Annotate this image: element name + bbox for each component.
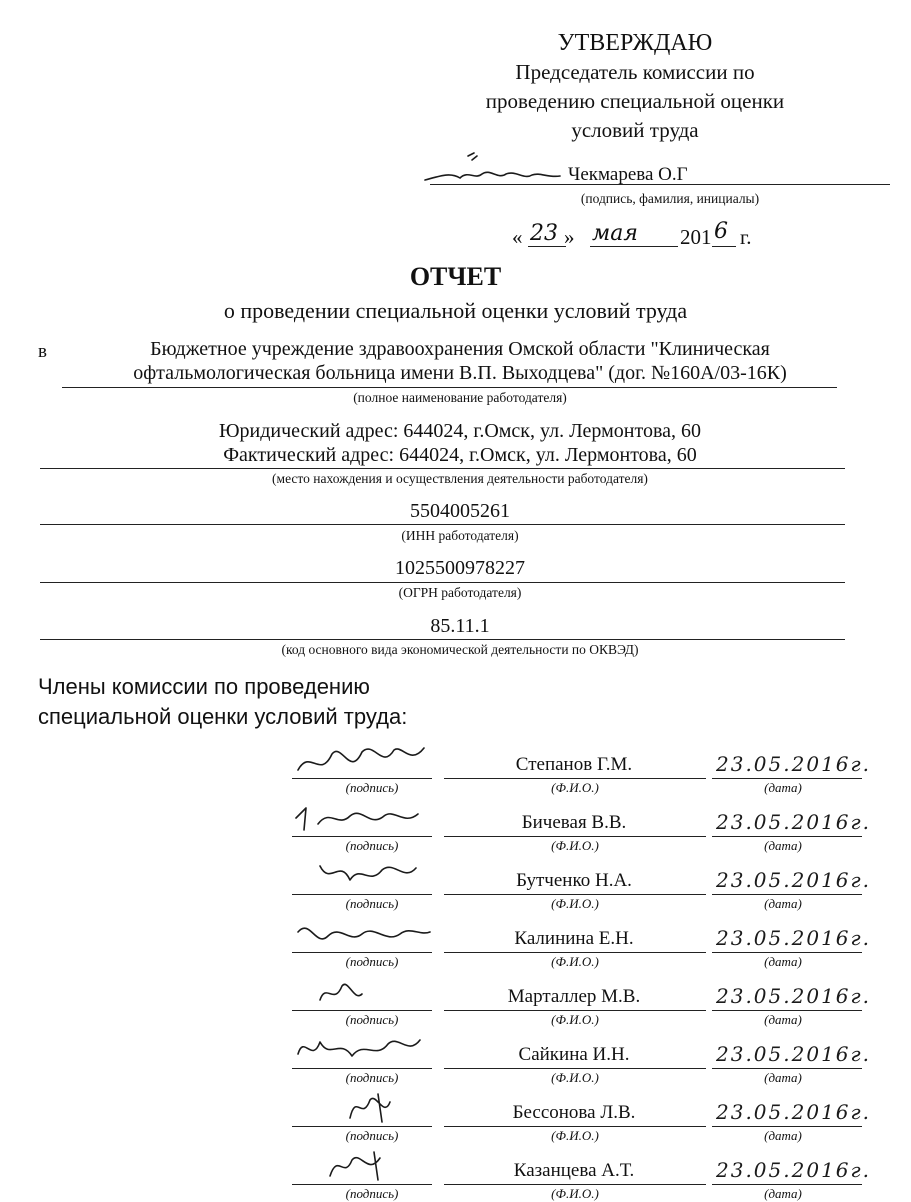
signature-line bbox=[292, 1184, 432, 1185]
signature-caption: (подпись) bbox=[345, 780, 399, 795]
date-line bbox=[712, 1126, 862, 1127]
member-name: Бутченко Н.А. bbox=[516, 870, 632, 891]
signature-caption: (подпись) bbox=[345, 838, 399, 853]
member-date: 23.05.2016г. bbox=[716, 810, 871, 834]
name-line bbox=[444, 1184, 706, 1185]
date-line bbox=[712, 894, 862, 895]
signature-caption: (подпись) bbox=[345, 1186, 399, 1201]
address-underline bbox=[40, 468, 845, 469]
ogrn-caption: (ОГРН работодателя) bbox=[398, 585, 522, 600]
date-suffix: г. bbox=[740, 225, 752, 249]
report-subtitle: о проведении специальной оценки условий труда bbox=[223, 298, 688, 323]
member-name: Калинина Е.Н. bbox=[514, 928, 634, 949]
date-caption: (дата) bbox=[764, 896, 802, 911]
approval-date bbox=[512, 219, 772, 257]
employer-line1: Бюджетное учреждение здравоохранения Омской области "Клиническая bbox=[150, 338, 770, 360]
name-caption: (Ф.И.О.) bbox=[551, 1012, 599, 1027]
name-line bbox=[444, 778, 706, 779]
member-date: 23.05.2016г. bbox=[716, 984, 871, 1008]
date-line bbox=[712, 1010, 862, 1011]
name-line bbox=[444, 836, 706, 837]
actual-address: Фактический адрес: 644024, г.Омск, ул. Лермонтова, 60 bbox=[223, 444, 697, 466]
okved-caption: (код основного вида экономической деятельности по ОКВЭД) bbox=[281, 642, 639, 657]
date-caption: (дата) bbox=[764, 780, 802, 795]
in-label: в bbox=[38, 341, 47, 362]
date-line bbox=[712, 952, 862, 953]
name-line bbox=[444, 1010, 706, 1011]
approval-position-line1: Председатель комиссии по bbox=[515, 60, 755, 84]
signature-caption: (подпись) bbox=[345, 954, 399, 969]
name-line bbox=[444, 1126, 706, 1127]
date-month-underline bbox=[590, 246, 678, 247]
inn-caption: (ИНН работодателя) bbox=[401, 528, 519, 543]
name-caption: (Ф.И.О.) bbox=[551, 838, 599, 853]
okved-value: 85.11.1 bbox=[430, 615, 490, 637]
member-date: 23.05.2016г. bbox=[716, 1042, 871, 1066]
signature-line bbox=[292, 836, 432, 837]
date-caption: (дата) bbox=[764, 1128, 802, 1143]
signature-caption: (подпись) bbox=[345, 1012, 399, 1027]
approval-title: УТВЕРЖДАЮ bbox=[557, 30, 713, 56]
signature-line bbox=[292, 1126, 432, 1127]
date-caption: (дата) bbox=[764, 1070, 802, 1085]
okved-underline bbox=[40, 639, 845, 640]
date-caption: (дата) bbox=[764, 1186, 802, 1201]
report-title: ОТЧЕТ bbox=[409, 262, 502, 291]
name-line bbox=[444, 1068, 706, 1069]
name-caption: (Ф.И.О.) bbox=[551, 896, 599, 911]
date-day: 23 bbox=[530, 221, 558, 246]
date-line bbox=[712, 778, 862, 779]
name-caption: (Ф.И.О.) bbox=[551, 780, 599, 795]
member-name: Казанцева А.Т. bbox=[513, 1160, 635, 1181]
employer-underline bbox=[62, 387, 837, 388]
signature-line bbox=[292, 1068, 432, 1069]
ogrn-value: 1025500978227 bbox=[395, 557, 525, 579]
date-line bbox=[712, 836, 862, 837]
member-name: Марталлер М.В. bbox=[507, 986, 641, 1007]
member-name: Бессонова Л.В. bbox=[512, 1102, 636, 1123]
date-line bbox=[712, 1068, 862, 1069]
date-line bbox=[712, 1184, 862, 1185]
signature-caption: (подпись) bbox=[345, 1070, 399, 1085]
approval-position-line3: условий труда bbox=[571, 118, 699, 142]
member-name: Степанов Г.М. bbox=[515, 754, 633, 775]
chair-signature-line bbox=[430, 184, 890, 185]
employer-line2: офтальмологическая больница имени В.П. Выходцева" (дог. №160А/03-16К) bbox=[133, 362, 787, 384]
name-line bbox=[444, 894, 706, 895]
signature-line bbox=[292, 1010, 432, 1011]
chair-caption: (подпись, фамилия, инициалы) bbox=[580, 191, 760, 206]
legal-address: Юридический адрес: 644024, г.Омск, ул. Лермонтова, 60 bbox=[218, 420, 702, 442]
date-year-prefix: 201 bbox=[680, 225, 712, 249]
member-date: 23.05.2016г. bbox=[716, 1158, 871, 1182]
member-name: Сайкина И.Н. bbox=[518, 1044, 630, 1065]
ogrn-underline bbox=[40, 582, 845, 583]
signature-line bbox=[292, 778, 432, 779]
signature-caption: (подпись) bbox=[345, 896, 399, 911]
member-date: 23.05.2016г. bbox=[716, 868, 871, 892]
date-open-quote: « bbox=[512, 225, 523, 249]
name-caption: (Ф.И.О.) bbox=[551, 1070, 599, 1085]
chair-name: Чекмарева О.Г bbox=[568, 164, 688, 185]
date-close-quote: » bbox=[564, 225, 575, 249]
inn-value: 5504005261 bbox=[410, 500, 510, 522]
employer-caption: (полное наименование работодателя) bbox=[353, 390, 567, 405]
date-caption: (дата) bbox=[764, 954, 802, 969]
commission-heading-line2: специальной оценки условий труда: bbox=[38, 704, 408, 729]
commission-heading-line1: Члены комиссии по проведению bbox=[38, 674, 370, 699]
member-date: 23.05.2016г. bbox=[716, 926, 871, 950]
inn-underline bbox=[40, 524, 845, 525]
signature-line bbox=[292, 952, 432, 953]
name-caption: (Ф.И.О.) bbox=[551, 1186, 599, 1201]
approval-position-line2: проведению специальной оценки bbox=[485, 89, 785, 113]
date-caption: (дата) bbox=[764, 838, 802, 853]
name-caption: (Ф.И.О.) bbox=[551, 954, 599, 969]
name-line bbox=[444, 952, 706, 953]
name-caption: (Ф.И.О.) bbox=[551, 1128, 599, 1143]
member-date: 23.05.2016г. bbox=[716, 1100, 871, 1124]
date-day-underline bbox=[528, 246, 566, 247]
member-date: 23.05.2016г. bbox=[716, 752, 871, 776]
date-month: мая bbox=[592, 221, 638, 246]
signature-caption: (подпись) bbox=[345, 1128, 399, 1143]
member-name: Бичевая В.В. bbox=[521, 812, 627, 833]
date-caption: (дата) bbox=[764, 1012, 802, 1027]
date-year-digit: 6 bbox=[714, 219, 728, 244]
address-caption: (место нахождения и осуществления деятельности работодателя) bbox=[272, 471, 648, 486]
date-year-underline bbox=[712, 246, 736, 247]
signature-line bbox=[292, 894, 432, 895]
